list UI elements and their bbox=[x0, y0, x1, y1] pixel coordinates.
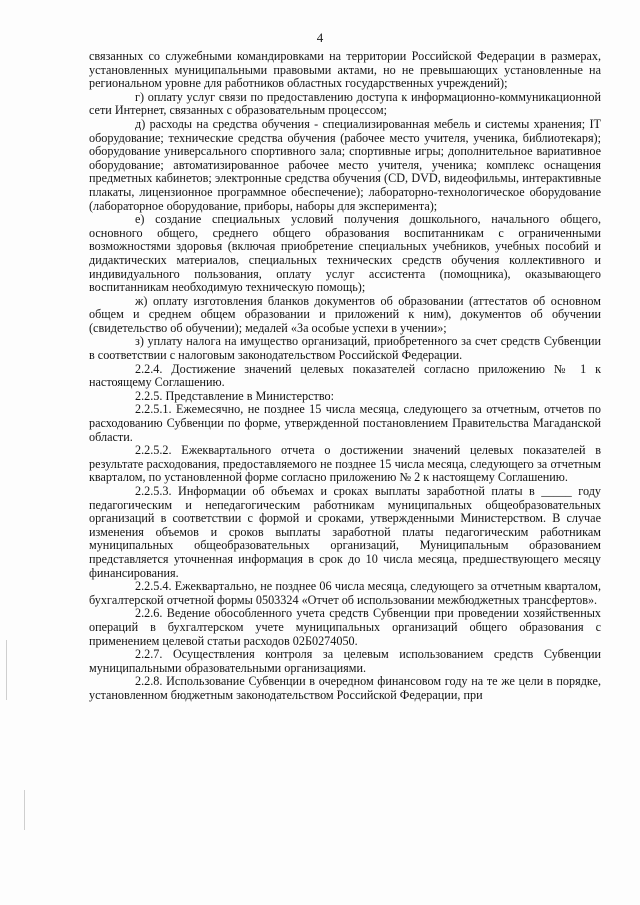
paragraph: 2.2.6. Ведение обособленного учета средств Субвенции при проведении хозяйственных операций в бухгалтерском учете муниципальных организаций общего образования с применением целевой статьи расходов 02Б0274050. bbox=[89, 606, 601, 648]
paragraph: з) уплату налога на имущество организаций, приобретенного за счет средств Субвенции в соответствии с налоговым законодательством Российской Федерации. bbox=[89, 334, 601, 363]
document-body bbox=[89, 50, 601, 703]
paragraph: 2.2.5.2. Ежеквартального отчета о достижении значений целевых показателей в результате расходования, предоставляемого не позднее 15 числа месяца, следующего за отчетным кварталом, по установленной форме согласно приложению № 2 к настоящему Соглашению. bbox=[89, 443, 601, 485]
paragraph: е) создание специальных условий получения дошкольного, начального общего, основного общего, среднего общего образования воспитанникам с ограниченными возможностями здоровья (включая приобретение специальных учебников, учебных пособий и дидактических материалов, специальных технических средств обучения коллективного и индивидуального пользования, оплату услуг ассистента (помощника), оказывающего воспитанникам необходимую техническую помощь); bbox=[89, 212, 601, 295]
paragraph: 2.2.8. Использование Субвенции в очередном финансовом году на те же цели в порядке, установленном бюджетным законодательством Российской Федерации, при bbox=[89, 674, 601, 702]
paragraph: 2.2.5.4. Ежеквартально, не позднее 06 числа месяца, следующего за отчетным кварталом, бухгалтерской отчетной формы 0503324 «Отчет об использовании межбюджетных трансфертов». bbox=[89, 579, 601, 607]
paragraph: 2.2.5.3. Информации об объемах и сроках выплаты заработной платы в _____ году педагогическим и непедагогическим работникам муниципальных общеобразовательных организаций в соответствии с формой и сроками, утвержденными Министерством. В случае изменения объемов и сроков выплаты заработной платы педагогическим работникам муниципальных общеобразовательных организаций, Муниципальным образованием представляется уточненная информация в срок до 10 числа месяца, предшествующего месяцу финансирования. bbox=[89, 484, 601, 580]
scan-edge-mark bbox=[24, 790, 25, 830]
paragraph: 2.2.5. Представление в Министерство: bbox=[135, 388, 335, 403]
paragraph: г) оплату услуг связи по предоставлению доступа к информационно-коммуникационной сети Интернет, связанных с образовательным процессом; bbox=[89, 89, 601, 118]
paragraph: ж) оплату изготовления бланков документов об образовании (аттестатов об основном общем и среднем общем образовании и приложений к ним), документов об обучении (свидетельство об обучении); медалей «За особые успехи в учении»; bbox=[89, 293, 601, 335]
paragraph: 2.2.7. Осуществления контроля за целевым использованием средств Субвенции муниципальными образовательными организациями. bbox=[89, 647, 601, 675]
paragraph: связанных со служебными командировками на территории Российской Федерации в размерах, установленных муниципальными правовыми актами, но не превышающих установленные на региональном уровне для работников областных государственных учреждений); bbox=[89, 49, 601, 91]
paragraph: д) расходы на средства обучения - специализированная мебель и системы хранения; IT оборудование; технические средства обучения (рабочее место учителя, ученика, библиотекаря); оборудование универсального спортивного зала; спортивные игры; дополнительное вариативное оборудование; автоматизированное рабочее место учителя, ученика; комплекс оснащения предметных кабинетов; электронные средства обучения (CD, DVD, видеофильмы, интерактивные плакаты, лицензионное программное обеспечение); лабораторно-технологическое оборудование (лабораторное оборудование, приборы, наборы для эксперимента); bbox=[89, 116, 601, 213]
paragraph: 2.2.4. Достижение значений целевых показателей согласно приложению № 1 к настоящему Соглашению. bbox=[89, 361, 601, 390]
paragraph: 2.2.5.1. Ежемесячно, не позднее 15 числа месяца, следующего за отчетным, отчетов по расходованию Субвенции по форме, утвержденной постановлением Правительства Магаданской области. bbox=[89, 402, 601, 444]
page-number: 4 bbox=[316, 30, 324, 45]
scan-edge-mark bbox=[6, 640, 7, 700]
